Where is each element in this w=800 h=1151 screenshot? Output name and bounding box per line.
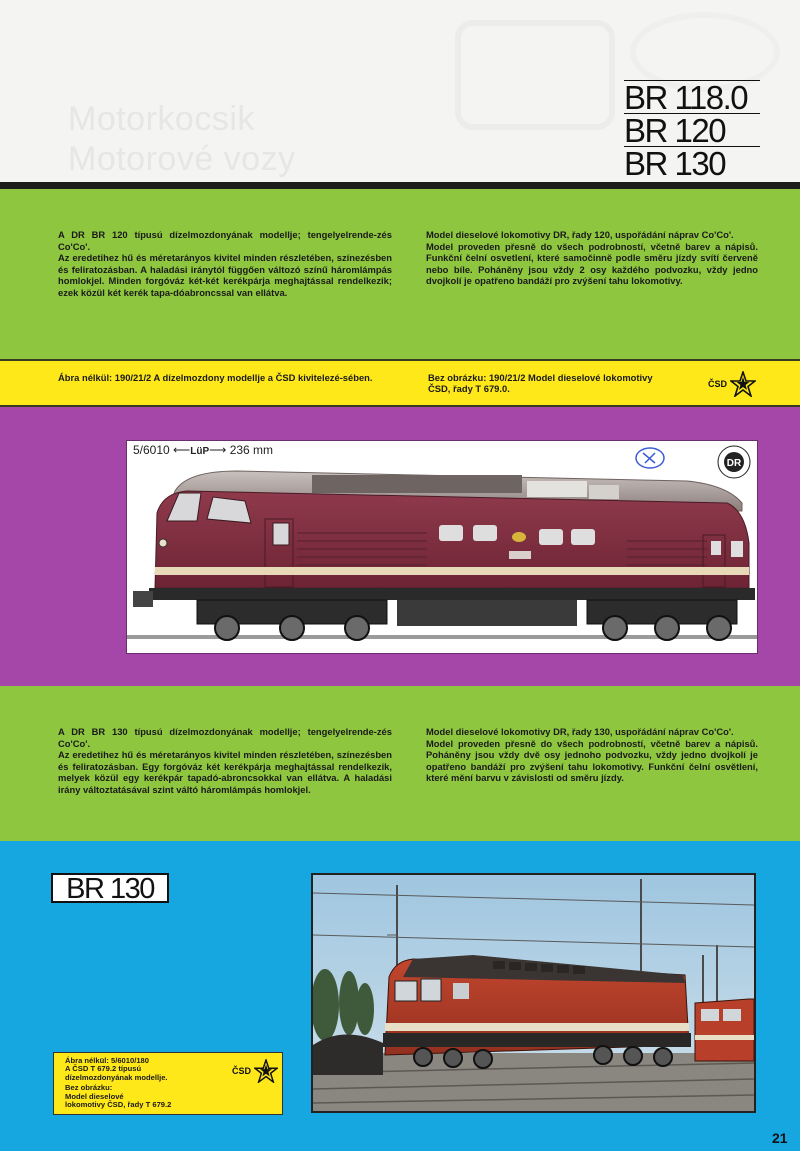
photo-csd-badge	[232, 1059, 278, 1083]
model-spec-caption	[133, 443, 273, 457]
br130-hu-body: Az eredetihez hű és méretarányos kivitel minden részletében, színezésben és feliratozásban. Egy forgóváz két kerékpárja meghajtással rendelkezik, melyek közül egy kerékpár tapadó-abroncsokkal van ellátva. A haladási irány változtatásával szint váltó háromlámpás homlokjel.	[58, 749, 392, 795]
br120-text-hu	[58, 229, 392, 299]
csd-badge-label: ČSD	[708, 379, 728, 389]
photo-caption-box	[53, 1052, 283, 1115]
article-number: 5/6010	[133, 443, 170, 457]
title-br120: BR 120	[624, 113, 760, 146]
lup-arrow-right-icon: ⟶	[209, 443, 227, 457]
photo-caption-line: Ábra nélkül: 5/6010/180	[65, 1056, 149, 1065]
ghost-logo-watermark	[455, 20, 615, 130]
br120-hu-body: Az eredetihez hű és méretarányos kivitel minden részletében, színezésben és feliratozásban. A haladási iránytól függően változó színű háromlámpás homlokjel. Minden forgóváz két-két kerékpárja meghajtással rendelkezik; ezek közül két kerék tapa-dóabroncssal van ellátva.	[58, 252, 392, 298]
model-length: 236 mm	[229, 443, 274, 457]
ghost-heading-cs: Motorové vozy	[68, 140, 296, 178]
photo-caption-line: lokomotivy ČSD, řady T 679.2	[65, 1100, 172, 1110]
br130-description-band	[0, 686, 800, 841]
br120-description-band	[0, 189, 800, 359]
br130-cs-intro: Model dieselové lokomotivy DR, řady 130, uspořádání náprav Co'Co'.	[426, 726, 734, 737]
photo-caption-line: A ČSD T 679.2 típusú	[65, 1064, 142, 1074]
variant-text-cs: Bez obrázku: 190/21/2 Model dieselové lokomotivy ČSD, řady T 679.0.	[428, 372, 653, 394]
csd-badge	[708, 371, 756, 397]
series-title-block	[624, 79, 760, 182]
lup-label: LüP	[190, 446, 210, 457]
photo-caption-line: Bez obrázku:	[65, 1083, 113, 1093]
br130-photo-illustration	[313, 875, 754, 1111]
photo-caption-text	[65, 1057, 171, 1109]
title-br118: BR 118.0	[624, 80, 760, 113]
br130-cs-body: Model proveden přesně do všech podrobností, včetně barev a nápisů. Poháněny jsou vždy dvě osy jednoho podvozku, vždy jedno dvojkolí je opatřeno bandáží pro zvýšení tahu lokomotivy. Funkční čelní osvětlení, které mění barvu v závislosti od směru jízdy.	[426, 737, 758, 784]
br120-cs-intro: Model dieselové lokomotivy DR, řady 120, uspořádání náprav Co'Co'.	[426, 229, 734, 240]
br130-photograph	[311, 873, 756, 1113]
page-header	[0, 0, 800, 182]
br120-locomotive-illustration	[127, 463, 757, 653]
model-picture-band	[0, 407, 800, 686]
br130-text-cs	[426, 726, 758, 784]
page-number: 21	[772, 1130, 788, 1146]
br120-text-cs	[426, 229, 758, 287]
br130-text-hu	[58, 726, 392, 796]
star-icon	[254, 1059, 278, 1083]
ghost-heading-hu: Motorkocsik	[68, 100, 255, 138]
variant-strip	[0, 359, 800, 407]
star-icon	[730, 371, 756, 397]
br130-label-box: BR 130	[51, 873, 169, 903]
variant-text-hu: Ábra nélkül: 190/21/2 A dízelmozdony modellje a ČSD kivitelezé-sében.	[58, 372, 373, 383]
svg-text:DR: DR	[726, 458, 742, 469]
title-br130: BR 130	[624, 146, 760, 179]
br130-hu-intro: A DR BR 130 típusú dízelmozdonyának modellje; tengelyelrende-zés Co'Co'.	[58, 726, 392, 749]
header-divider	[0, 182, 800, 189]
photo-caption-line: dízelmozdonyának modellje.	[65, 1072, 168, 1082]
photo-caption-line: Model dieselové	[65, 1091, 124, 1101]
br120-cs-body: Model proveden přesně do všech podrobností, včetně barev a nápisů. Funkční čelní osvetlení, které samočinně podle směru jízdy svítí červeně nebo bíle. Poháněny jsou vždy 2 osy každého podvozku, vždy jedno dvojkolí je opatřeno bandáží pro zvýšení tahu lokomotivy.	[426, 240, 758, 287]
model-picture-frame	[126, 440, 758, 654]
lup-arrow-left-icon: ⟵	[173, 443, 191, 457]
br120-hu-intro: A DR BR 120 típusú dízelmozdonyának modellje; tengelyelrende-zés Co'Co'.	[58, 229, 392, 252]
photo-csd-badge-label: ČSD	[232, 1066, 252, 1076]
